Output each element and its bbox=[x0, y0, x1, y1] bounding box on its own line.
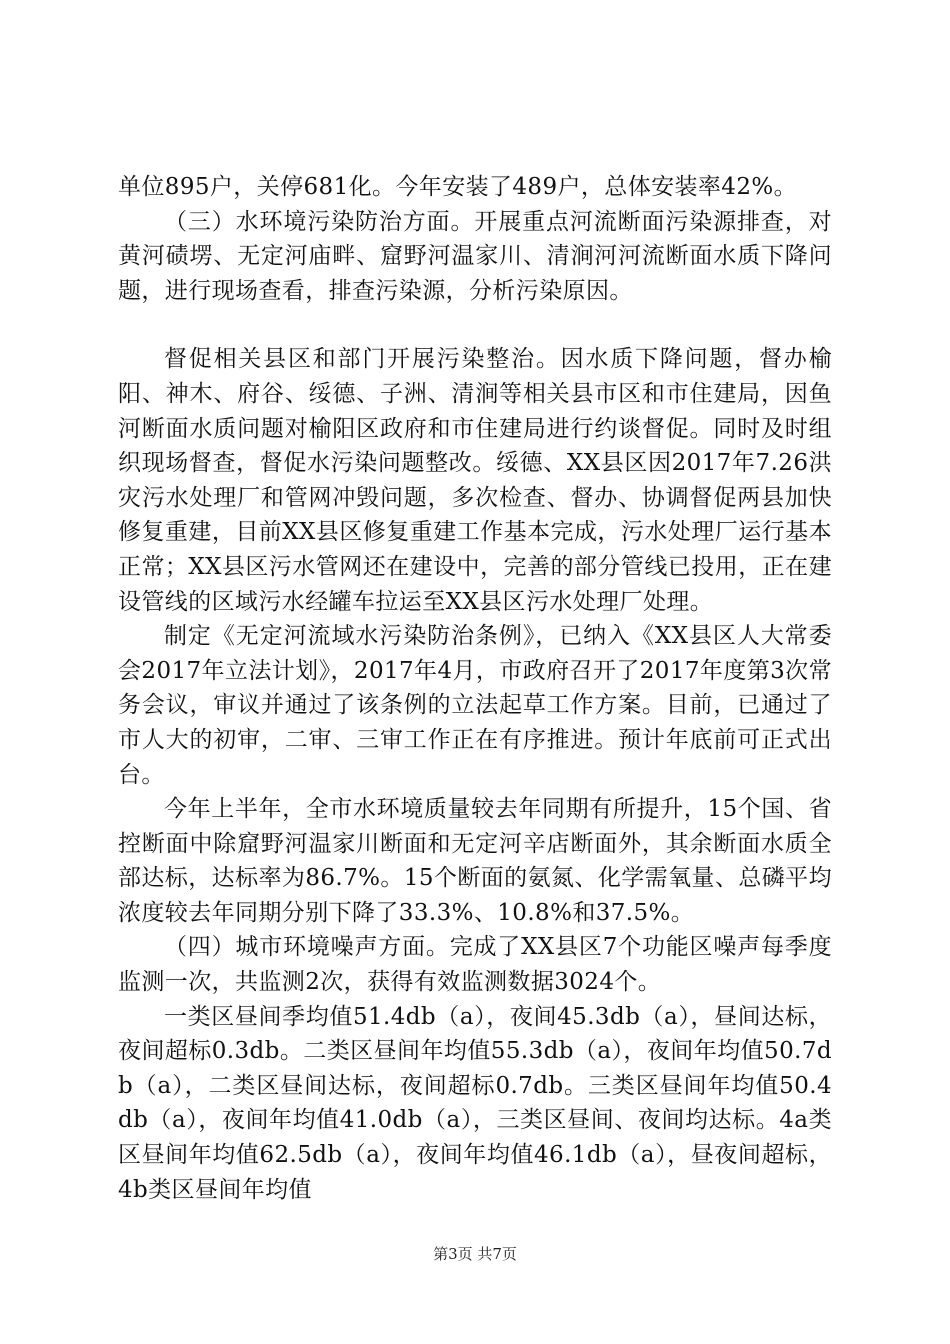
paragraph-supervision: 督促相关县区和部门开展污染整治。因水质下降问题，督办榆阳、神木、府谷、绥德、子洲、清涧等相关县市区和市住建局，因鱼河断面水质问题对榆阳区政府和市住建局进行约谈督促。同时及时组织现场督查，督促水污染问题整改。绥德、XX县区因2017年7.26洪灾污水处理厂和管网冲毁问题，多次检查、督办、协调督促两县加快修复重建，目前XX县区修复重建工作基本完成，污水处理厂运行基本正常；XX县区污水管网还在建设中，完善的部分管线已投用，正在建设管线的区域污水经罐车拉运至XX县区污水处理厂处理。 bbox=[118, 346, 832, 615]
paragraph-noise-heading: （四）城市环境噪声方面。完成了XX县区7个功能区噪声每季度监测一次，共监测2次，获得有效监测数据3024个。 bbox=[118, 934, 832, 996]
paragraph-water-pollution-heading: （三）水环境污染防治方面。开展重点河流断面污染源排查，对黄河碛塄、无定河庙畔、窟野河温家川、清涧河河流断面水质下降问题，进行现场查看，排查污染源，分析污染原因。 bbox=[118, 208, 832, 304]
paragraph-water-quality: 今年上半年，全市水环境质量较去年同期有所提升，15个国、省控断面中除窟野河温家川断面和无定河辛店断面外，其余断面水质全部达标，达标率为86.7%。15个断面的氨氮、化学需氧量、总磷平均浓度较去年同期分别下降了33.3%、10.8%和37.5%。 bbox=[118, 796, 832, 926]
paragraph-regulation: 制定《无定河流域水污染防治条例》，已纳入《XX县区人大常委会2017年立法计划》，2017年4月，市政府召开了2017年度第3次常务会议，审议并通过了该条例的立法起草工作方案。目前，已通过了市人大的初审，二审、三审工作正在有序推进。预计年底前可正式出台。 bbox=[118, 623, 832, 788]
paragraph-install-rate: 单位895户，关停681化。今年安装了489户，总体安装率42%。 bbox=[118, 174, 798, 200]
paragraph-noise-values: 一类区昼间季均值51.4db（a），夜间45.3db（a），昼间达标，夜间超标0.3db。二类区昼间年均值55.3db（a），夜间年均值50.7db（a），二类区昼间达标，夜间超标0.7db。三类区昼间年均值50.4db（a），夜间年均值41.0db（a），三类区昼间、夜间均达标。4a类区昼间年均值62.5db（a），夜间年均值46.1db（a），昼夜间超标，4b类区昼间年均值 bbox=[118, 1003, 832, 1203]
document-body bbox=[118, 170, 832, 1207]
page-number-footer: 第3页 共7页 bbox=[433, 1245, 517, 1263]
